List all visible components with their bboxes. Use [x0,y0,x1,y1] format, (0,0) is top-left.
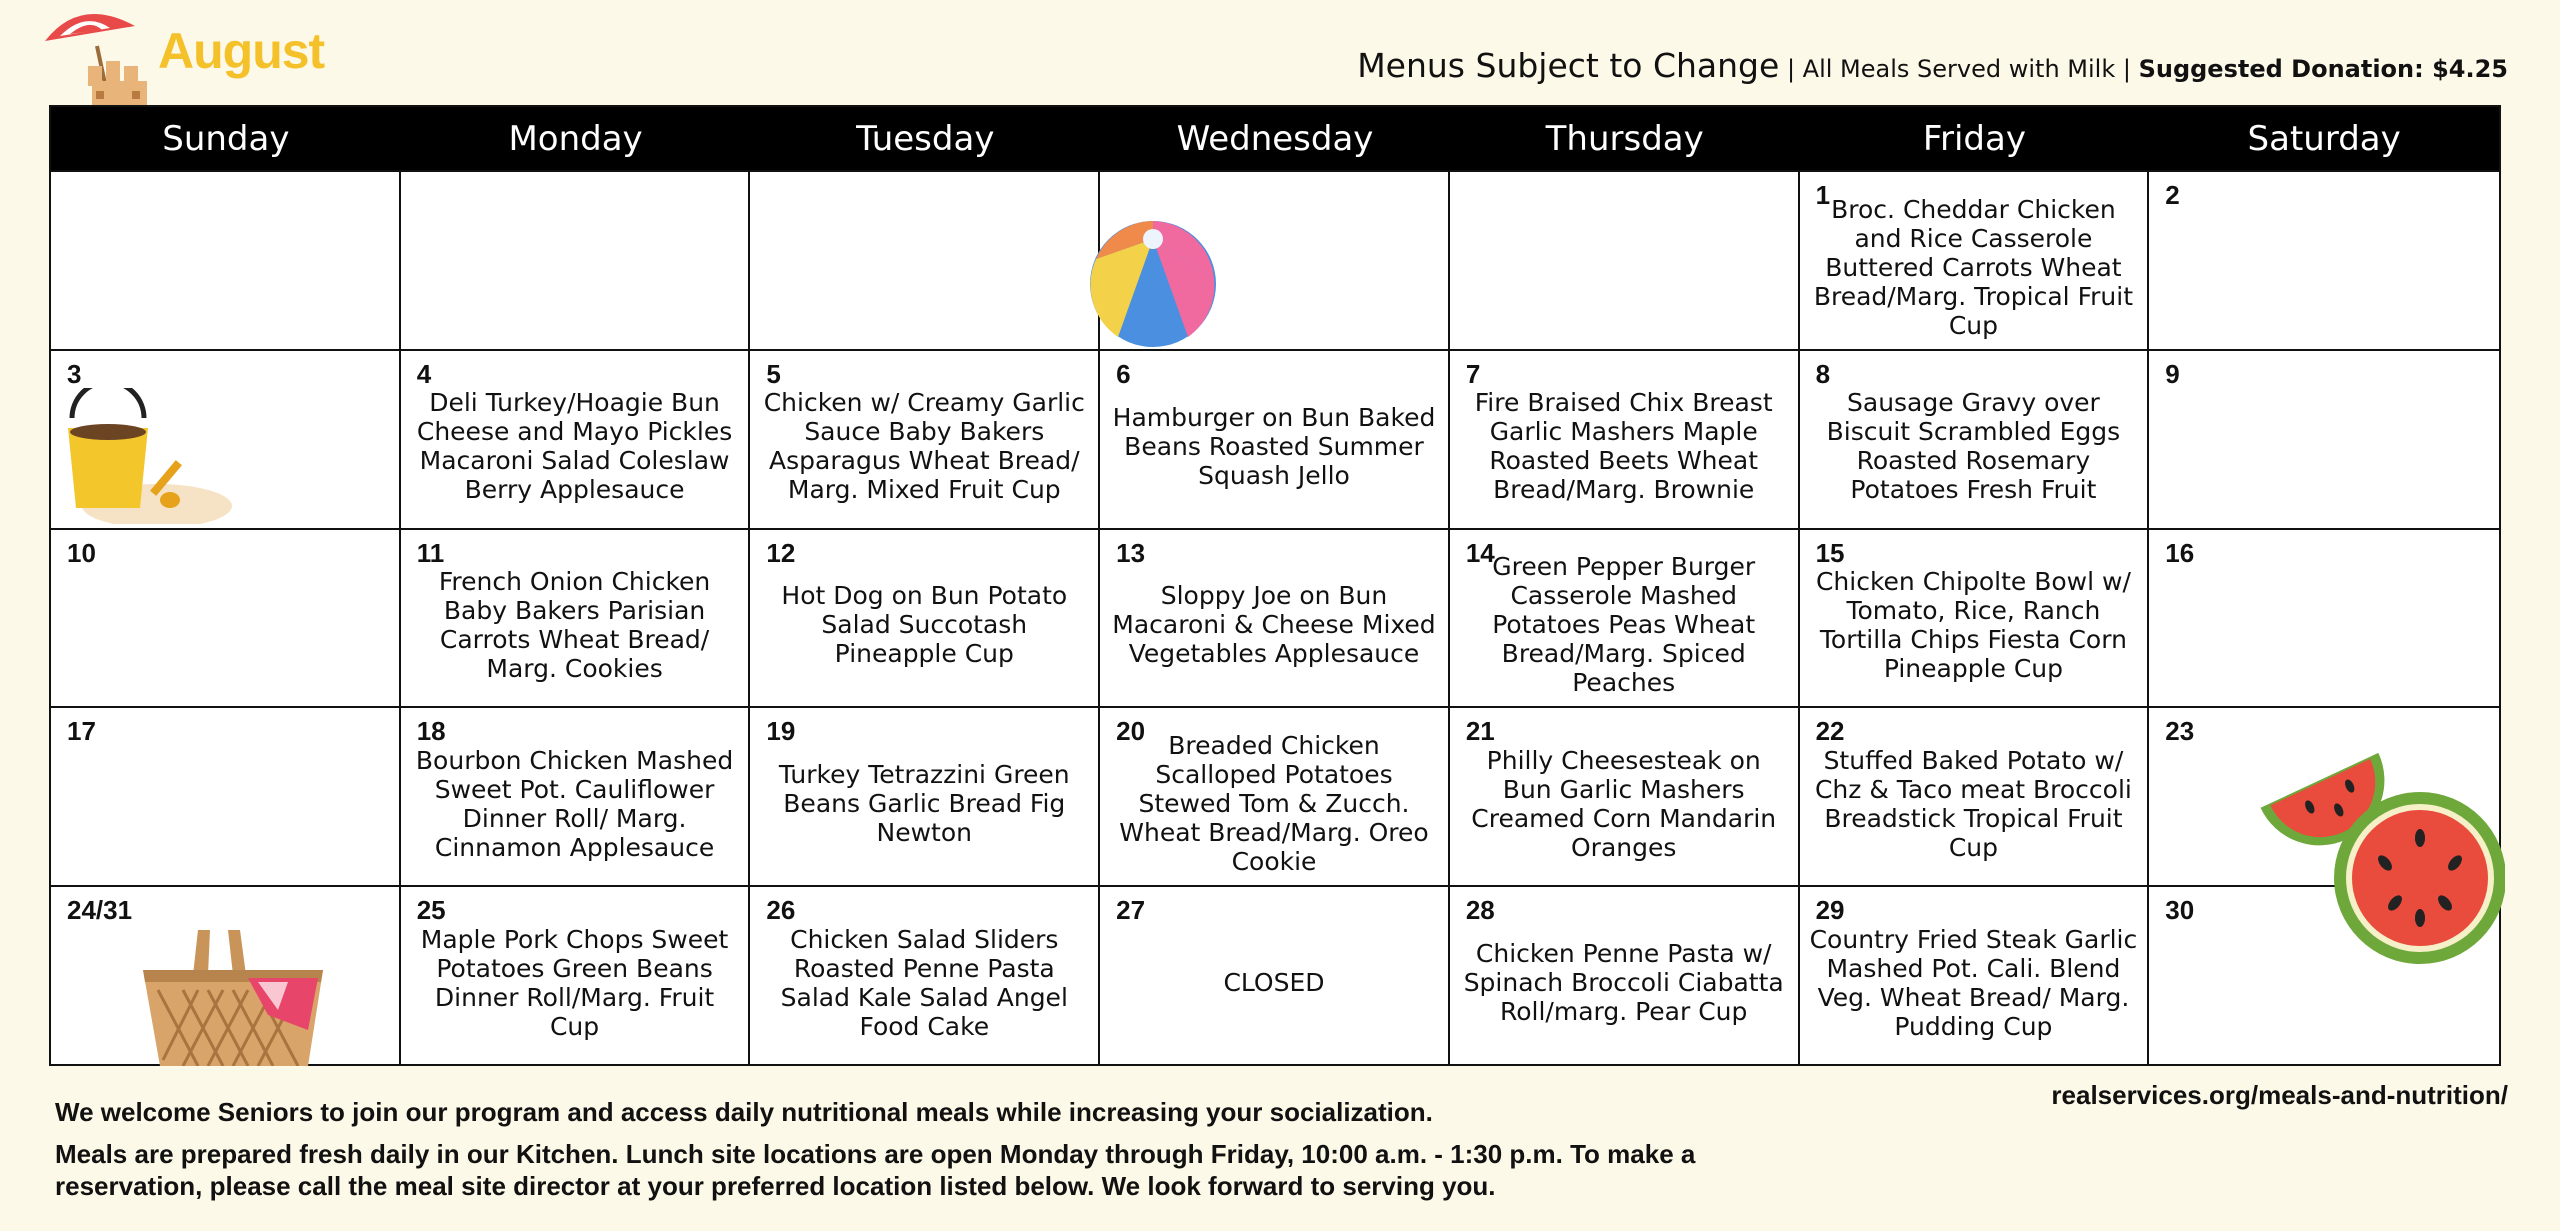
day-number: 4 [416,358,432,389]
menu-text [51,708,399,885]
day-header-saturday: Saturday [2149,107,2499,170]
menu-text: Deli Turkey/Hoagie Bun Cheese and Mayo Pickles Macaroni Salad Coleslaw Berry Applesauce [416,388,733,505]
menu-text: Stuffed Baked Potato w/ Chz & Taco meat Broccoli Breadstick Tropical Fruit Cup [1814,745,2132,862]
day-header-friday: Friday [1800,107,2150,170]
day-cell [2149,528,2499,707]
day-number: 26 [766,895,796,926]
day-cell [401,170,751,349]
menu-text [401,172,749,349]
menu-text: Green Pepper Burger Casserole Mashed Potatoes Peas Wheat Bread/Marg. Spiced Peaches [1492,552,1756,698]
day-number: 9 [2165,358,2180,389]
day-number: 5 [766,358,781,389]
day-number: 24/31 [67,895,133,926]
beach-ball-icon [1088,218,1218,350]
day-number: 19 [766,716,796,747]
menu-text [2149,351,2499,528]
website-link[interactable]: realservices.org/meals-and-nutrition/ [2051,1080,2508,1110]
day-number: 7 [1465,358,1481,389]
day-number: 29 [1815,895,1845,926]
day-number: 1 [1815,180,1831,210]
day-cell [2149,349,2499,528]
day-number: 10 [67,537,96,568]
day-cell [51,528,401,707]
day-cell [401,349,751,528]
watermelon-icon [2255,738,2505,968]
day-number: 11 [416,537,445,568]
day-header-tuesday: Tuesday [750,107,1100,170]
menu-text: Sausage Gravy over Biscuit Scrambled Eggs Roasted Rosemary Potatoes Fresh Fruit [1826,388,2121,505]
day-cell [2149,170,2499,349]
day-number: 30 [2165,895,2195,926]
day-cell [401,528,751,707]
menu-text: Hot Dog on Bun Potato Salad Succotash Pineapple Cup [781,581,1068,669]
menu-text: Chicken w/ Creamy Garlic Sauce Baby Bakers Asparagus Wheat Bread/ Marg. Mixed Fruit Cup [763,388,1085,505]
menu-text: Maple Pork Chops Sweet Potatoes Green Beans Dinner Roll/Marg. Fruit Cup [420,924,729,1041]
day-cell [401,706,751,885]
day-number: 25 [416,895,446,926]
menu-text: Chicken Penne Pasta w/ Spinach Broccoli Ciabatta Roll/marg. Pear Cup [1463,939,1784,1027]
header [0,0,2560,105]
day-cell [51,706,401,885]
calendar-grid [49,105,2501,1066]
menu-text: Hamburger on Bun Baked Beans Roasted Summer Squash Jello [1112,402,1436,490]
day-cell [401,885,751,1064]
day-cell [1100,706,1450,885]
menu-text: CLOSED [1223,968,1325,998]
month-title: August [158,23,325,79]
day-number: 27 [1116,895,1146,926]
day-cell [1450,349,1800,528]
day-number: 20 [1116,716,1146,747]
menu-text [1450,172,1798,349]
welcome-text: We welcome Seniors to join our program and access daily nutritional meals while increasing your socialization. [55,1097,1433,1127]
day-number: 2 [2165,180,2180,210]
day-number: 12 [766,537,796,568]
day-header-thursday: Thursday [1450,107,1800,170]
day-cell [1450,528,1800,707]
day-cell [1800,528,2150,707]
day-number: 28 [1465,895,1495,926]
day-number: 13 [1116,537,1146,568]
picnic-basket-icon [138,920,330,1066]
day-cell [1800,885,2150,1064]
day-cell [750,706,1100,885]
menu-text: Chicken Chipolte Bowl w/ Tomato, Rice, Ranch Tortilla Chips Fiesta Corn Pineapple Cup [1815,566,2131,683]
menu-text [750,172,1098,349]
menu-text: Country Fried Steak Garlic Mashed Pot. Cali. Blend Veg. Wheat Bread/ Marg. Pudding Cup [1809,924,2138,1041]
day-header-sunday: Sunday [51,107,401,170]
day-cell [750,349,1100,528]
menu-text: Sloppy Joe on Bun Macaroni & Cheese Mixed Vegetables Applesauce [1112,581,1436,669]
day-number: 23 [2165,716,2195,747]
menu-text [51,530,399,707]
menu-text: Breaded Chicken Scalloped Potatoes Stewed Tom & Zucch. Wheat Bread/Marg. Oreo Cookie [1119,731,1429,877]
menu-text: French Onion Chicken Baby Bakers Parisian Carrots Wheat Bread/ Marg. Cookies [438,566,711,683]
day-cell [750,885,1100,1064]
day-cell [1100,349,1450,528]
day-cell [750,170,1100,349]
day-cell [51,170,401,349]
sand-bucket-icon [62,388,232,524]
meal-info-text: Meals are prepared fresh daily in our Kitchen. Lunch site locations are open Monday through Friday, 10:00 a.m. - 1:30 p.m. To make a reservation, please call the meal site director at your preferred location listed below. We look forward to serving you. [55,1139,1696,1201]
day-cell [1100,528,1450,707]
menu-text [2149,172,2499,349]
menu-text [51,172,399,349]
menu-text [2149,530,2499,707]
day-header-monday: Monday [401,107,751,170]
day-number: 8 [1815,358,1831,389]
menus-subject-note: Menus Subject to Change [1357,46,1780,85]
day-number: 17 [67,716,96,747]
day-number: 15 [1815,537,1845,568]
day-cell [1450,885,1800,1064]
day-number: 6 [1116,358,1131,389]
menu-text: Turkey Tetrazzini Green Beans Garlic Bread Fig Newton [778,760,1070,848]
footer-info [55,1096,1755,1212]
day-cell [1450,706,1800,885]
day-number: 3 [67,358,82,389]
day-number: 22 [1815,716,1845,747]
day-number: 18 [416,716,446,747]
donation-note: Suggested Donation: $4.25 [2138,55,2508,83]
menu-text: Chicken Salad Sliders Roasted Penne Pasta Salad Kale Salad Angel Food Cake [780,924,1068,1041]
day-header-wednesday: Wednesday [1100,107,1450,170]
day-cell [1800,170,2150,349]
day-cell [1800,706,2150,885]
menu-text: Broc. Cheddar Chicken and Rice Casserole Buttered Carrots Wheat Bread/Marg. Tropical Fruit Cup [1813,194,2134,340]
menu-text: Bourbon Chicken Mashed Sweet Pot. Cauliflower Dinner Roll/ Marg. Cinnamon Applesauce [415,745,734,862]
day-cell [1100,885,1450,1064]
day-number: 14 [1465,537,1495,568]
day-number: 16 [2165,537,2195,568]
milk-note: | All Meals Served with Milk | [1786,55,2131,83]
menu-text: Fire Braised Chix Breast Garlic Mashers Maple Roasted Beets Wheat Bread/Marg. Brownie [1474,388,1773,505]
menu-text: Philly Cheesesteak on Bun Garlic Mashers Creamed Corn Mandarin Oranges [1471,745,1777,862]
header-note [1357,46,2508,85]
day-cell [1450,170,1800,349]
day-number: 21 [1465,716,1495,747]
day-cell [750,528,1100,707]
day-cell [1800,349,2150,528]
